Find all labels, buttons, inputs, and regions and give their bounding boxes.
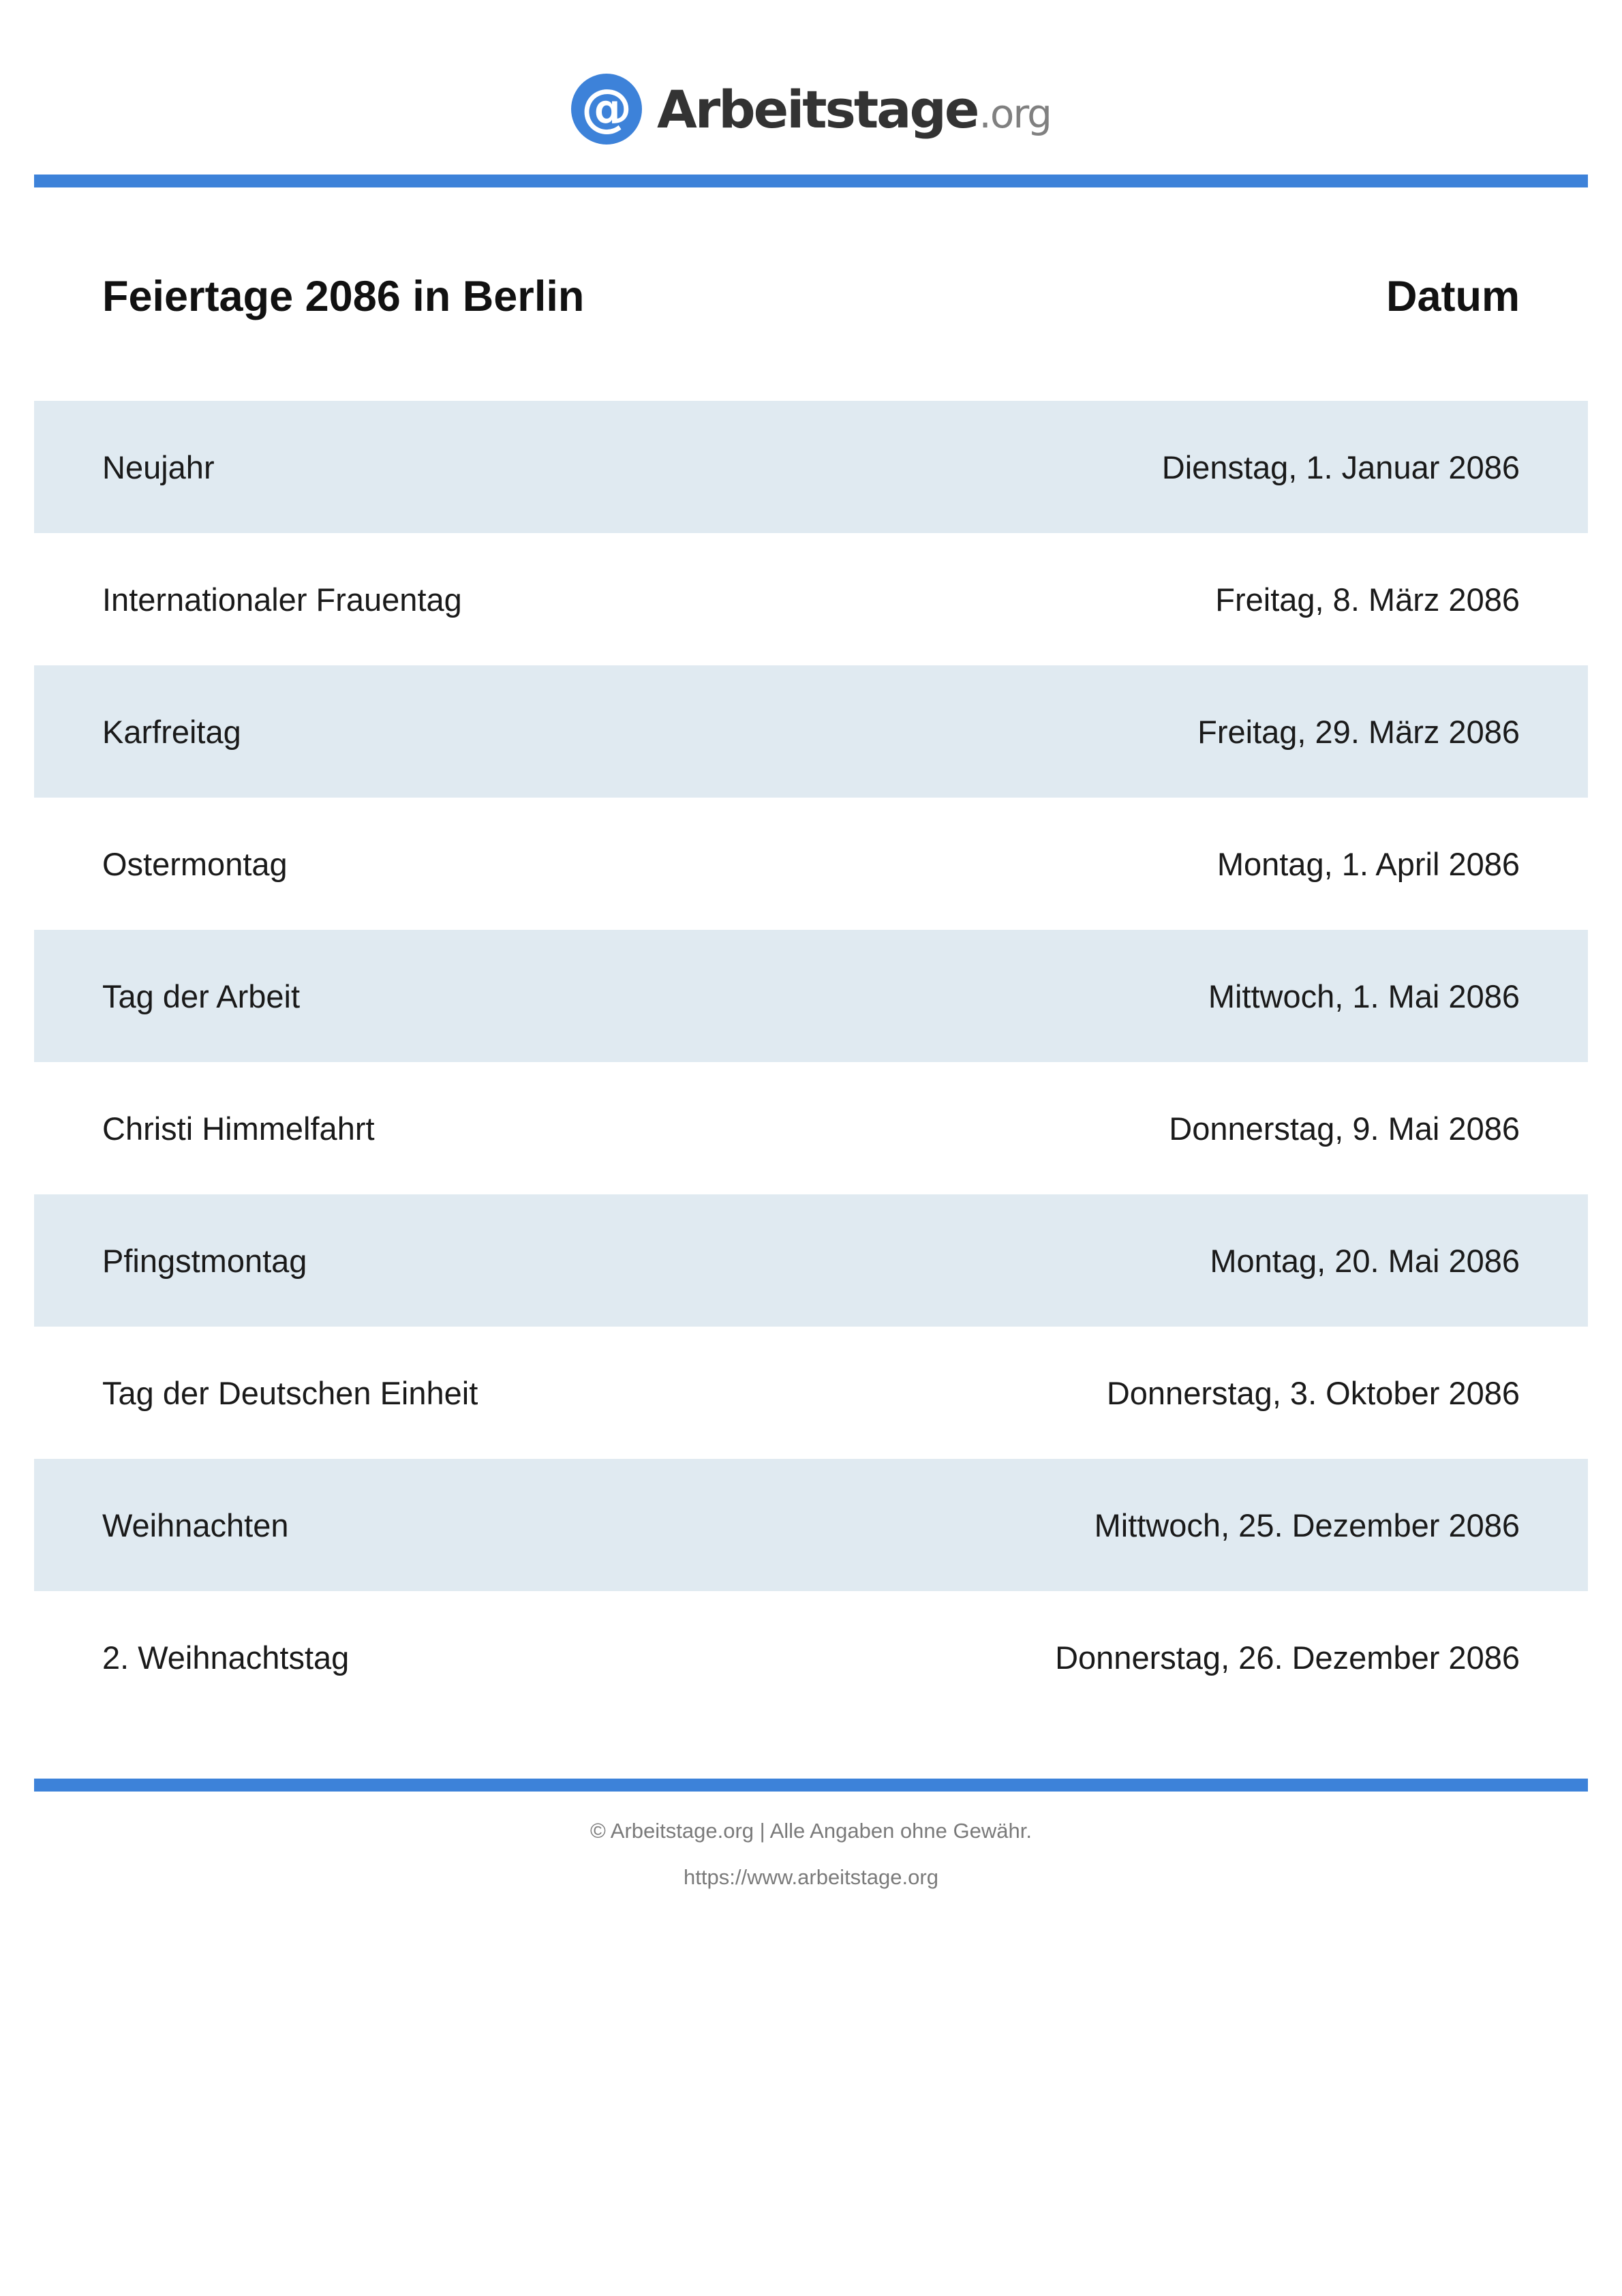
holiday-date: Freitag, 8. März 2086 <box>1215 581 1520 618</box>
holiday-name: Tag der Arbeit <box>102 978 301 1014</box>
bottom-divider <box>34 1779 1588 1792</box>
holiday-date: Donnerstag, 9. Mai 2086 <box>1169 1110 1520 1147</box>
logo-wordmark <box>657 79 1051 140</box>
holiday-table <box>34 401 1588 1723</box>
holiday-row <box>34 1327 1588 1459</box>
logo-name: Arbeitstage <box>656 78 978 140</box>
holiday-date: Donnerstag, 26. Dezember 2086 <box>1055 1639 1520 1676</box>
holiday-row <box>34 1194 1588 1327</box>
holiday-date: Mittwoch, 1. Mai 2086 <box>1208 978 1520 1014</box>
holiday-date: Mittwoch, 25. Dezember 2086 <box>1094 1507 1520 1543</box>
holiday-name: Internationaler Frauentag <box>102 581 462 618</box>
site-logo[interactable] <box>0 68 1622 150</box>
holiday-row <box>34 798 1588 930</box>
logo-lockup <box>571 74 1051 145</box>
holiday-row <box>34 1459 1588 1591</box>
holiday-name: Tag der Deutschen Einheit <box>102 1374 478 1411</box>
at-sign-icon <box>571 74 642 145</box>
holiday-name: Christi Himmelfahrt <box>102 1110 375 1147</box>
holiday-name: Karfreitag <box>102 713 241 750</box>
holiday-row <box>34 1062 1588 1194</box>
holiday-date: Donnerstag, 3. Oktober 2086 <box>1106 1374 1520 1411</box>
logo-tld: .org <box>979 90 1051 137</box>
footer-copyright: © Arbeitstage.org | Alle Angaben ohne Gewähr. <box>590 1819 1032 1843</box>
holiday-row <box>34 1591 1588 1723</box>
holiday-row <box>34 930 1588 1062</box>
page-title: Feiertage 2086 in Berlin <box>102 273 585 320</box>
footer-url[interactable]: https://www.arbeitstage.org <box>684 1865 938 1889</box>
date-column-header: Datum <box>1386 273 1520 320</box>
holiday-date: Montag, 20. Mai 2086 <box>1210 1242 1520 1279</box>
holiday-name: 2. Weihnachtstag <box>102 1639 350 1676</box>
holiday-name: Pfingstmontag <box>102 1242 307 1279</box>
table-header <box>34 259 1588 334</box>
holiday-date: Montag, 1. April 2086 <box>1216 845 1520 882</box>
holiday-name: Weihnachten <box>102 1507 289 1543</box>
holiday-row <box>34 401 1588 533</box>
top-divider <box>34 175 1588 187</box>
holiday-row <box>34 533 1588 665</box>
svg-text:@: @ <box>581 78 632 138</box>
holiday-name: Neujahr <box>102 449 215 485</box>
holiday-date: Dienstag, 1. Januar 2086 <box>1161 449 1520 485</box>
holiday-row <box>34 665 1588 798</box>
holiday-date: Freitag, 29. März 2086 <box>1197 713 1520 750</box>
holiday-name: Ostermontag <box>102 845 288 882</box>
